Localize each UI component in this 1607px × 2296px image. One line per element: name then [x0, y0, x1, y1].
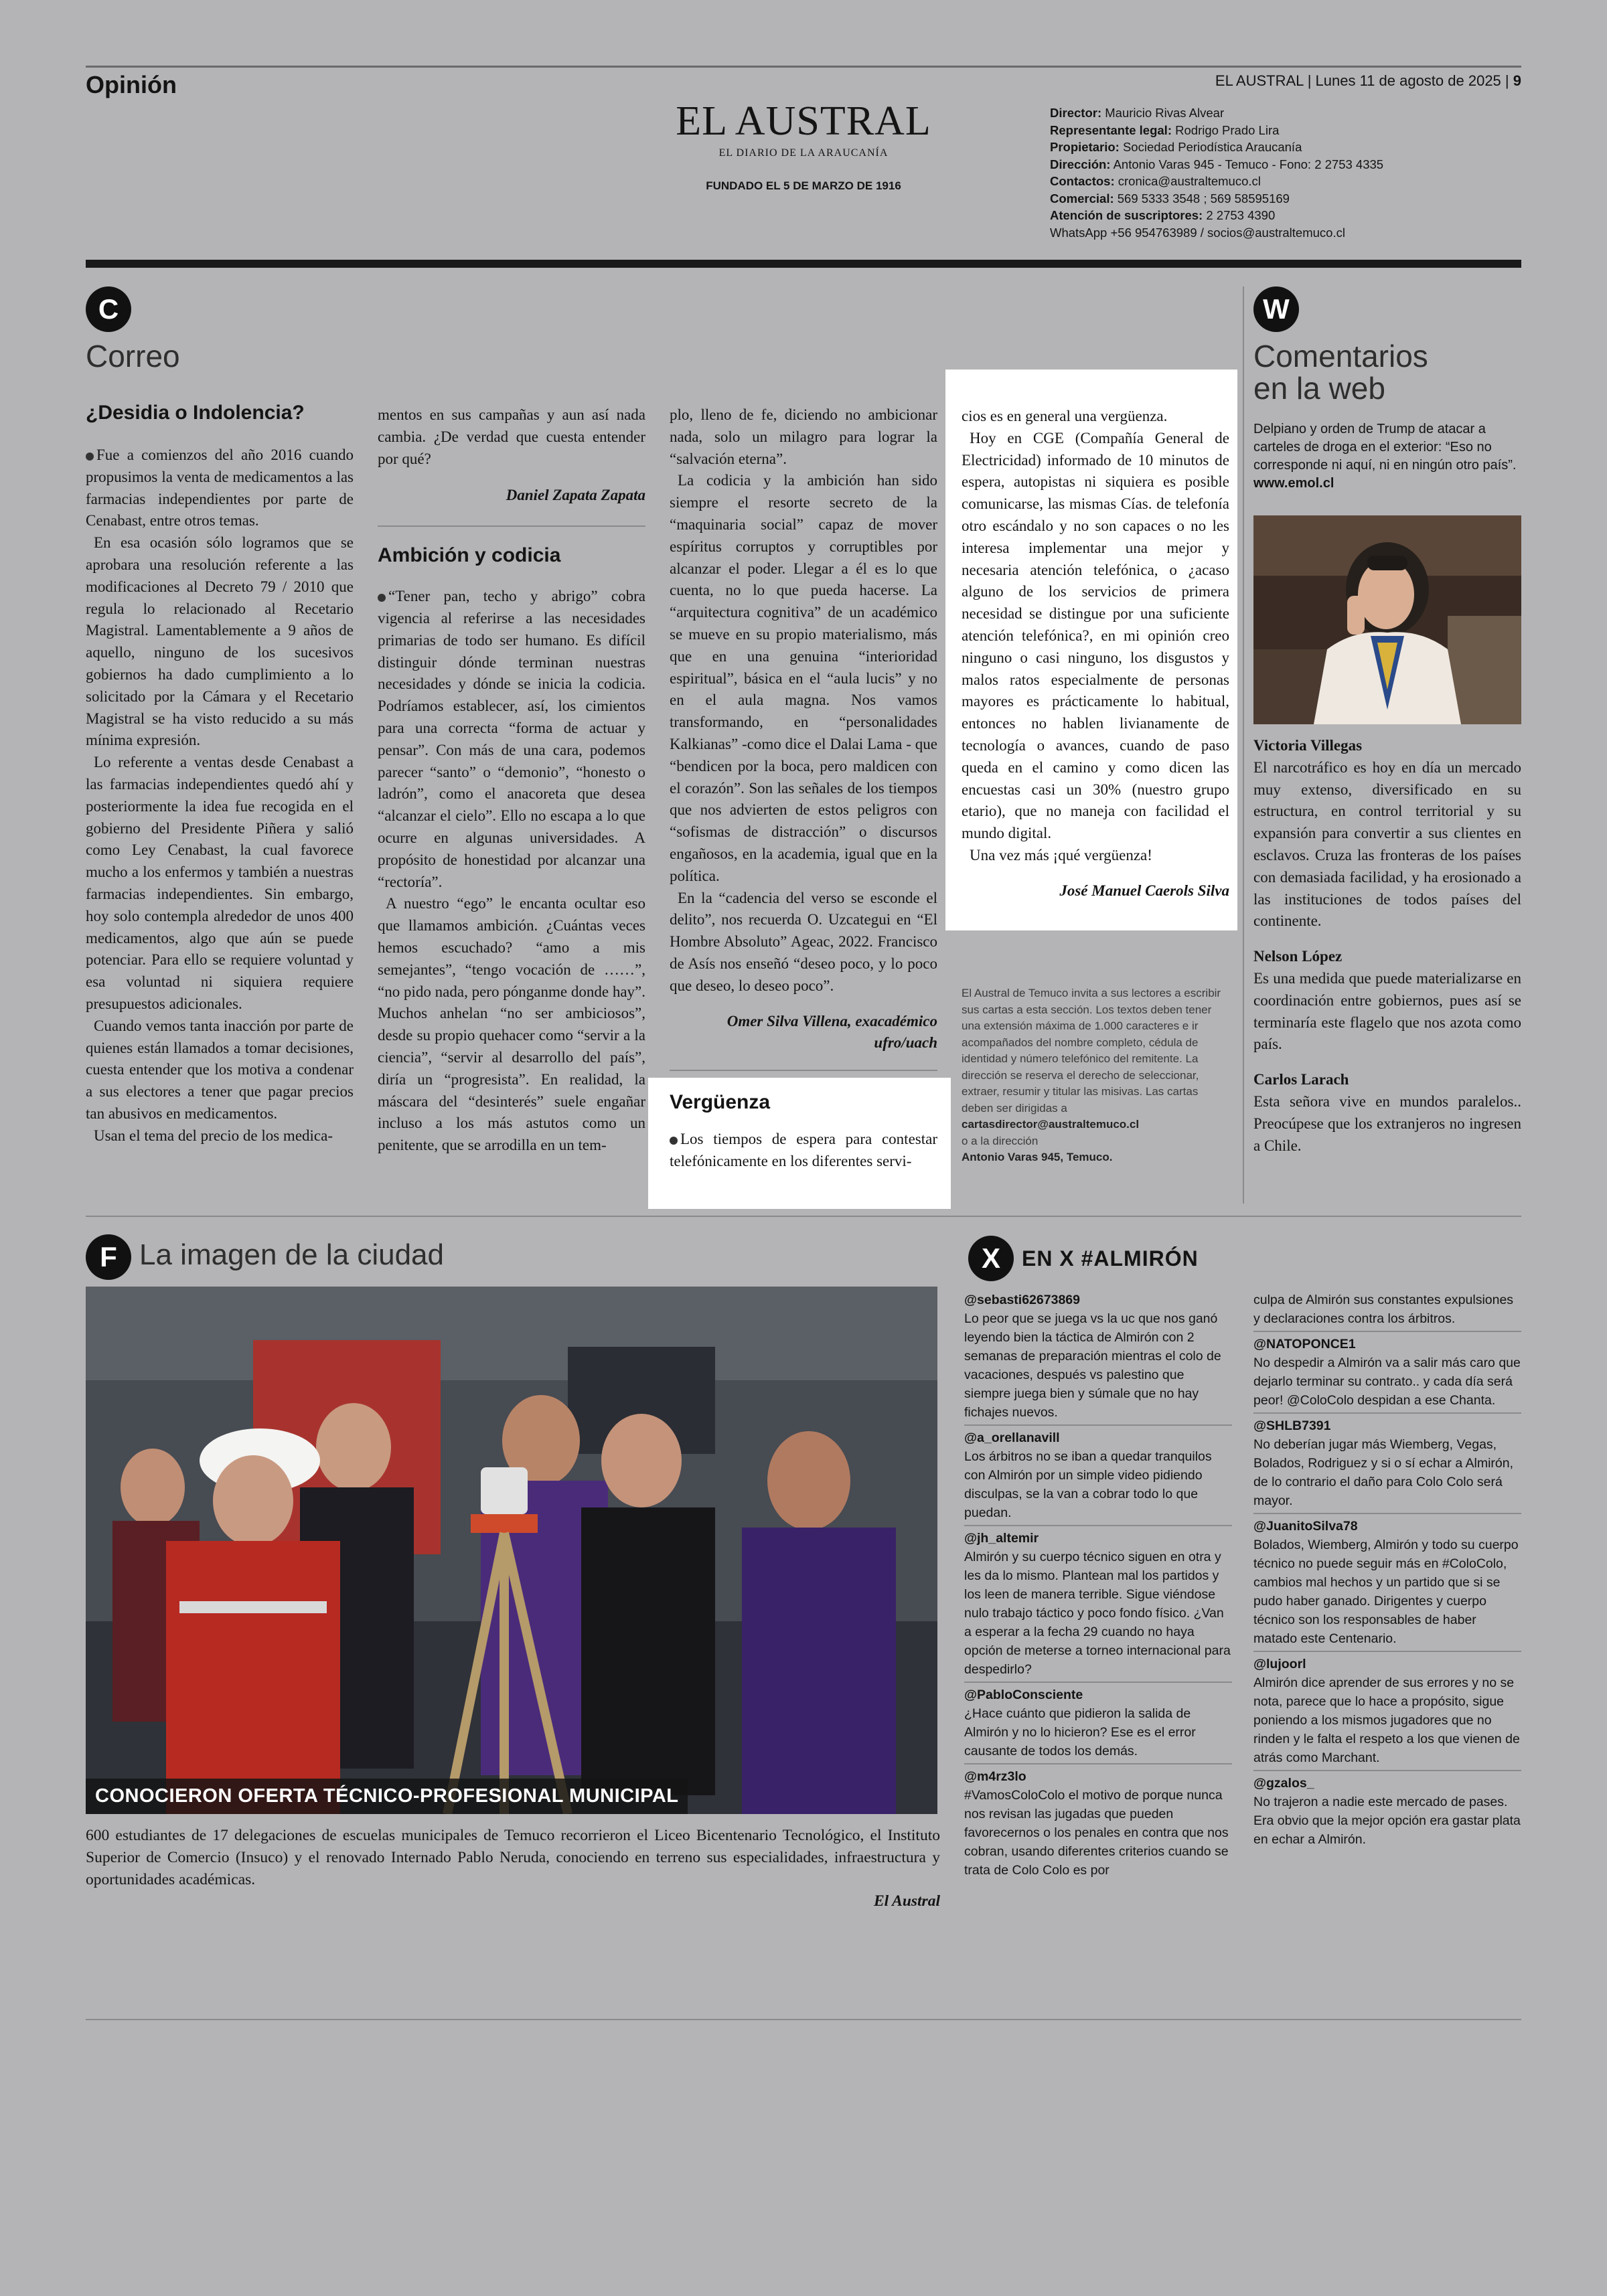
- notice-text: El Austral de Temuco invita a sus lectores a escribir sus cartas a esta sección. Los textos deben tener una extensión máxima de 1.000 caracteres e ir acompañados del nombre completo, cédula de identidad y número telefónico del remitente. La dirección se reserva el derecho de seleccionar, extraer, resumir y titular las misivas. Las cartas deben ser dirigidas a: [962, 987, 1221, 1115]
- tweet-divider: [1253, 1513, 1521, 1514]
- section-name: Opinión: [86, 71, 177, 98]
- tweet-text: No trajeron a nadie este mercado de pases. Era obvio que la mejor opción era gastar plata en echar a Almirón.: [1253, 1795, 1521, 1847]
- tweet-text: No deberían jugar más Wiemberg, Vegas, Bolados, Rodriguez y si o sí echar a Almirón, de lo contrario el daño para Colo Colo será mayor.: [1253, 1437, 1514, 1508]
- masthead: [670, 100, 937, 193]
- tweet-handle: @lujoorl: [1253, 1657, 1306, 1671]
- correo-title: Correo: [86, 339, 180, 374]
- tweet-handle: @jh_altemir: [964, 1531, 1039, 1546]
- letter1-col1: [86, 400, 354, 1147]
- letter3-col4: [962, 406, 1229, 902]
- web-intro: Delpiano y orden de Trump de atacar a carteles de droga en el exterior: “Eso no corresponde ni aquí, ni en ningún otro país”. www.emol.cl: [1253, 422, 1517, 491]
- header-heavy-rule: [86, 260, 1521, 268]
- notice-addr2: Antonio Varas 945, Temuco.: [962, 1151, 1113, 1163]
- tweet-divider: [964, 1763, 1232, 1765]
- tweet-divider: [1253, 1331, 1521, 1332]
- portrait-photo: [1253, 515, 1521, 724]
- imagen-text-block: [86, 1825, 940, 1912]
- comment-author: Victoria Villegas: [1253, 737, 1363, 754]
- staff-line: Representante legal: Rodrigo Prado Lira: [1050, 122, 1280, 137]
- web-badge: W: [1253, 286, 1299, 332]
- dateline: EL AUSTRAL | Lunes 11 de agosto de 2025 | 9: [1215, 72, 1521, 89]
- letter2-p1: “Tener pan, techo y abrigo” cobra vigencia al referirse a las necesidades primarias de todo ser humano. Es difícil distinguir dónde terminan nuestras necesidades y dónde se inicia la codicia. Podríamos establecer, así, los cimientos para una correcta “forma de actuar y pensar”. Con más de una cara, podemos parecer “santo” o “demonio”, “honesto o ladrón”, como el anacoreta que desea “alcanzar el cielo”. Ello no escapa a lo que ocurre en algunas universidades. A propósito de honestidad por alcanzar una “rectoría”.: [378, 588, 645, 890]
- letter-divider: [378, 525, 645, 527]
- letter-divider: [670, 1070, 937, 1071]
- tweet-divider: [1253, 1770, 1521, 1771]
- bullet-icon: [378, 594, 386, 602]
- tweet-handle: @PabloConsciente: [964, 1688, 1083, 1702]
- tweet-text: Los árbitros no se iban a quedar tranquilos con Almirón por un simple video pidiendo disculpas, se la van a cobrar todo lo que puedan.: [964, 1449, 1212, 1520]
- letter1-signature: Daniel Zapata Zapata: [506, 487, 645, 504]
- tweet-text: Bolados, Wiemberg, Almirón y todo su cuerpo técnico no puede seguir más en #ColoColo, cambios mal hechos y un partido que si se pudo haber ganado. Dirigentes y cuerpo técnico son los responsables de haber matado este Centenario.: [1253, 1538, 1519, 1646]
- imagen-badge: F: [86, 1234, 131, 1280]
- bullet-icon: [670, 1137, 678, 1145]
- x-title: EN X #ALMIRÓN: [1022, 1246, 1199, 1270]
- letter2-p4: La codicia y la ambición han sido siempre el resorte secreto de la “maquinaria social” capaz de mover espíritus corruptos y corruptibles por alcanzar el poder. Llegar a él es lo que cuenta, no lo que pueda hacerse. La “arquitectura cognitiva” de un académico se mueve en su propio materialismo, más que en una genuina “interioridad espiritual”, básica en el “aula lucis” y no en el aula magna. Nos vamos transformando, en “personalidades Kalkianas” -como dice el Dalai Lama - que “bendicen por la boca, pero maldicen con el corazón”. Son las señales de los tiempos que nos advierten de estos peligros con “sofismas de distracción” o discursos engañosos, en la academia, igual que en la política.: [670, 472, 937, 884]
- web-title: Comentarios en la web: [1253, 339, 1428, 406]
- staff-line: Comercial: 569 5333 3548 ; 569 58595169: [1050, 191, 1290, 206]
- letter-col2: [378, 404, 645, 1157]
- letter2-p3: plo, lleno de fe, diciendo no ambicionar nada, solo un milagro para lograr la “salvación eterna”.: [670, 406, 937, 467]
- tweet-handle: @NATOPONCE1: [1253, 1337, 1356, 1351]
- tweet-text: No despedir a Almirón va a salir más caro que dejarlo terminar su contrato.. y cada día será peor! @ColoColo despidan a ese Chanta.: [1253, 1356, 1521, 1408]
- tweet-handle: @a_orellanavill: [964, 1430, 1060, 1445]
- letter3-headline: Vergüenza: [670, 1091, 771, 1113]
- letter3-start: [670, 1090, 937, 1173]
- tweet-handle: @sebasti62673869: [964, 1293, 1080, 1307]
- staff-line: Director: Mauricio Rivas Alvear: [1050, 106, 1225, 120]
- letter3-p4: Una vez más ¡qué vergüenza!: [970, 846, 1152, 864]
- x-column-2: [1253, 1291, 1521, 1849]
- staff-line: WhatsApp +56 954763989 / socios@australtemuco.cl: [1050, 225, 1345, 240]
- letter3-p2: cios es en general una vergüenza.: [962, 408, 1168, 424]
- web-comments: [1253, 735, 1521, 1157]
- section-divider: [86, 1216, 1521, 1217]
- notice-email[interactable]: cartasdirector@australtemuco.cl: [962, 1118, 1140, 1131]
- correo-badge: C: [86, 286, 131, 332]
- letter2-headline: Ambición y codicia: [378, 544, 561, 567]
- letter2-p5: En la “cadencia del verso se esconde el delito”, nos recuerda O. Uzcategui en “El Hombre Absoluto” Ageac, 2022. Francisco de Asís nos enseñó “deseo poco, y lo poco que deseo, lo deseo poco”.: [670, 889, 937, 994]
- staff-line: Propietario: Sociedad Periodística Araucanía: [1050, 140, 1302, 154]
- letter1-p6: mentos en sus campañas y aun así nada cambia. ¿De verdad que cuesta entender por qué?: [378, 406, 645, 467]
- tweet-divider: [964, 1525, 1232, 1526]
- letter1-headline: ¿Desidia o Indolencia?: [86, 402, 305, 424]
- tweet-divider: [1253, 1651, 1521, 1652]
- letter2-signature2: ufro/uach: [874, 1034, 937, 1052]
- dateline-paper: EL AUSTRAL: [1215, 72, 1304, 89]
- top-rule: [86, 66, 1521, 68]
- tweet-text: #VamosColoColo el motivo de porque nunca nos revisan las jugadas que pueden favorecernos o los penales en contra que nos cobran, usando diferentes criterios cuando se trata de Colo Colo es por: [964, 1788, 1229, 1878]
- comment-author: Nelson López: [1253, 948, 1343, 965]
- city-photo: [86, 1287, 937, 1814]
- letter3-signature: José Manuel Caerols Silva: [1059, 882, 1229, 899]
- imagen-title: La imagen de la ciudad: [139, 1238, 444, 1271]
- letter3-p3: Hoy en CGE (Compañía General de Electricidad) informado de 10 minutos de espera, autopistas ni siquiera es posible comunicarse, las mismas Cías. de telefonía otro escándalo y no son capaces o no les interesa implementar una mejor y necesaria atención telefónica, o ¿acaso alguno de los servicios de primera necesidad se distingue por una suficiente atención telefónica?, en mi opinión creo ninguno o casi ninguno, los disgustos y malos ratos especialmente de personas mayores es prácticamente lo habitual, entonces no hablen livianamente de tecnología o avances, cuando de paso queda en el camino y como dicen las encuestas casi un 30% (nuestro grupo etario), que no maneja con facilidad el mundo digital.: [962, 429, 1229, 842]
- dateline-date: Lunes 11 de agosto de 2025: [1315, 72, 1501, 89]
- staff-line: Dirección: Antonio Varas 945 - Temuco - Fono: 2 2753 4335: [1050, 157, 1384, 171]
- tweet-divider: [964, 1682, 1232, 1683]
- tweet-text: Almirón dice aprender de sus errores y no se nota, parece que lo hace a propósito, sigue poniendo a los mismos jugadores que no rinden y le falta el respeto a los que vienen de atrás como Marchant.: [1253, 1675, 1520, 1765]
- x-column-1: [964, 1291, 1232, 1880]
- tweet-handle: @JuanitoSilva78: [1253, 1519, 1358, 1534]
- letters-notice: [962, 985, 1229, 1166]
- tweet-handle: @m4rz3lo: [964, 1769, 1026, 1784]
- city-photo-illustration: [86, 1287, 937, 1814]
- staff-line: Contactos: cronica@australtemuco.cl: [1050, 174, 1261, 188]
- tweet-divider: [964, 1424, 1232, 1426]
- notice-addr1: o a la dirección: [962, 1134, 1039, 1147]
- photo-caption: CONOCIERON OFERTA TÉCNICO-PROFESIONAL MUNICIPAL: [86, 1779, 688, 1814]
- comment-text: Es una medida que puede materializarse en coordinación entre gobiernos, pues así se terminaría este flagelo que nos azota como país.: [1253, 969, 1521, 1053]
- web-intro-site[interactable]: www.emol.cl: [1253, 476, 1334, 491]
- page-number: 9: [1513, 72, 1521, 89]
- logo-tagline: EL DIARIO DE LA ARAUCANÍA: [718, 147, 889, 159]
- letter1-p5: Usan el tema del precio de los medica-: [94, 1127, 333, 1144]
- letter3-p1: Los tiempos de espera para contestar telefónicamente en los diferentes servi-: [670, 1131, 937, 1169]
- imagen-text: 600 estudiantes de 17 delegaciones de escuelas municipales de Temuco recorrieron el Liceo Bicentenario Tecnológico, el Instituto Superior de Comercio (Insuco) y el renovado Internado Pablo Neruda, conociendo en terreno sus especialidades, infraestructura y oportunidades académicas.: [86, 1827, 940, 1888]
- portrait-illustration: [1253, 515, 1521, 724]
- letter1-p1: Fue a comienzos del año 2016 cuando propusimos la venta de medicamentos a las farmacias independientes por parte de Cenabast, entre otros temas.: [86, 446, 354, 529]
- letter2-p2: A nuestro “ego” le encanta ocultar eso que llamamos ambición. ¿Cuántas veces hemos escuchado? “amo a mis semejantes”, “tengo vocación de ……”, “no pido nada, pero pónganme donde hay”. Muchos anhelan “no ser ambiciosos”, desde su propio quehacer como “servir a la ciencia”, “servir al desarrollo del país”, diría un “progresista”. En realidad, la máscara del “desinterés” suele engañar incluso a los más astutos como un penitente, que se arrodilla en un tem-: [378, 895, 645, 1154]
- newspaper-logo: EL AUSTRAL: [676, 98, 931, 144]
- tweet-text: Lo peor que se juega vs la uc que nos ganó leyendo bien la táctica de Almirón con 2 semanas de preparación mientras el colo de vacaciones, después vs palestino que siempre juega bien y súmale que no hay fichajes nuevos.: [964, 1311, 1221, 1420]
- tweet-text: Almirón y su cuerpo técnico siguen en otra y les da lo mismo. Plantean mal los partidos y los leen de manera terrible. Sigue viéndose nulo trabajo táctico y poco fondo físico. ¿Van a esperar a la fecha 29 cuando no haya opción de meterse a torneo internacional para despedirlo?: [964, 1550, 1231, 1677]
- tweet-divider: [1253, 1412, 1521, 1414]
- letter1-p2: En esa ocasión sólo logramos que se aprobara una resolución referente a las modificaciones al Decreto 79 / 2010 que regula lo relacionado al Recetario Magistral. Lamentablemente a 9 años de aquello, ninguno de los sucesivos gobiernos ha dado cumplimiento a lo solicitado por la Cámara y el Recetario Magistral se ha visto reducido a su más mínima expresión.: [86, 534, 354, 749]
- imagen-credit: El Austral: [873, 1892, 940, 1910]
- letter1-p4: Cuando vemos tanta inacción por parte de quienes están llamados a tomar decisiones, cuesta entender que los motiva a condenar a sus electores a tener que pagar precios tan abusivos en medicamentos.: [86, 1017, 354, 1122]
- comment-text: El narcotráfico es hoy en día un mercado muy extenso, diversificado en su estructura, en control territorial y su expansión para convertir a sus clientes en esclavos. Cruza las fronteras de los países con demasiada facilidad, y ha erosionado a las instituciones de todos países del continente.: [1253, 758, 1521, 930]
- bottom-rule: [86, 2019, 1521, 2020]
- tweet-text: culpa de Almirón sus constantes expulsiones y declaraciones contra los árbitros.: [1253, 1293, 1514, 1326]
- letter2-signature1: Omer Silva Villena, exacadémico: [726, 1012, 937, 1030]
- staff-line: Atención de suscriptores: 2 2753 4390: [1050, 208, 1276, 222]
- tweet-handle: @gzalos_: [1253, 1776, 1314, 1791]
- x-badge: X: [968, 1236, 1014, 1281]
- tweet-handle: @SHLB7391: [1253, 1418, 1331, 1433]
- column-separator: [1243, 286, 1244, 1204]
- letter-col3: [670, 404, 937, 1054]
- comment-text: Esta señora vive en mundos paralelos.. Preocúpese que los extranjeros no ingresen a Chile.: [1253, 1092, 1521, 1154]
- letter1-p3: Lo referente a ventas desde Cenabast a las farmacias independientes quedó ahí y posteriormente la idea fue recogida en el gobierno del Presidente Piñera y salió como Ley Cenabast, la cual favorece mucho a los enfermos y también a nuestras farmacias independientes. Sin embargo, hoy solo contempla alrededor de unos 400 medicamentos, algo que aún se puede potenciar. Para ello se requiere voluntad y esa voluntad ni siquiera requiere presupuestos adicionales.: [86, 754, 354, 1012]
- bullet-icon: [86, 453, 94, 461]
- staff-box: [1050, 104, 1425, 241]
- founded-line: FUNDADO EL 5 DE MARZO DE 1916: [706, 179, 901, 192]
- comment-author: Carlos Larach: [1253, 1071, 1349, 1088]
- tweet-text: ¿Hace cuánto que pidieron la salida de Almirón y no lo hicieron? Ese es el error causante de todos los demás.: [964, 1706, 1196, 1758]
